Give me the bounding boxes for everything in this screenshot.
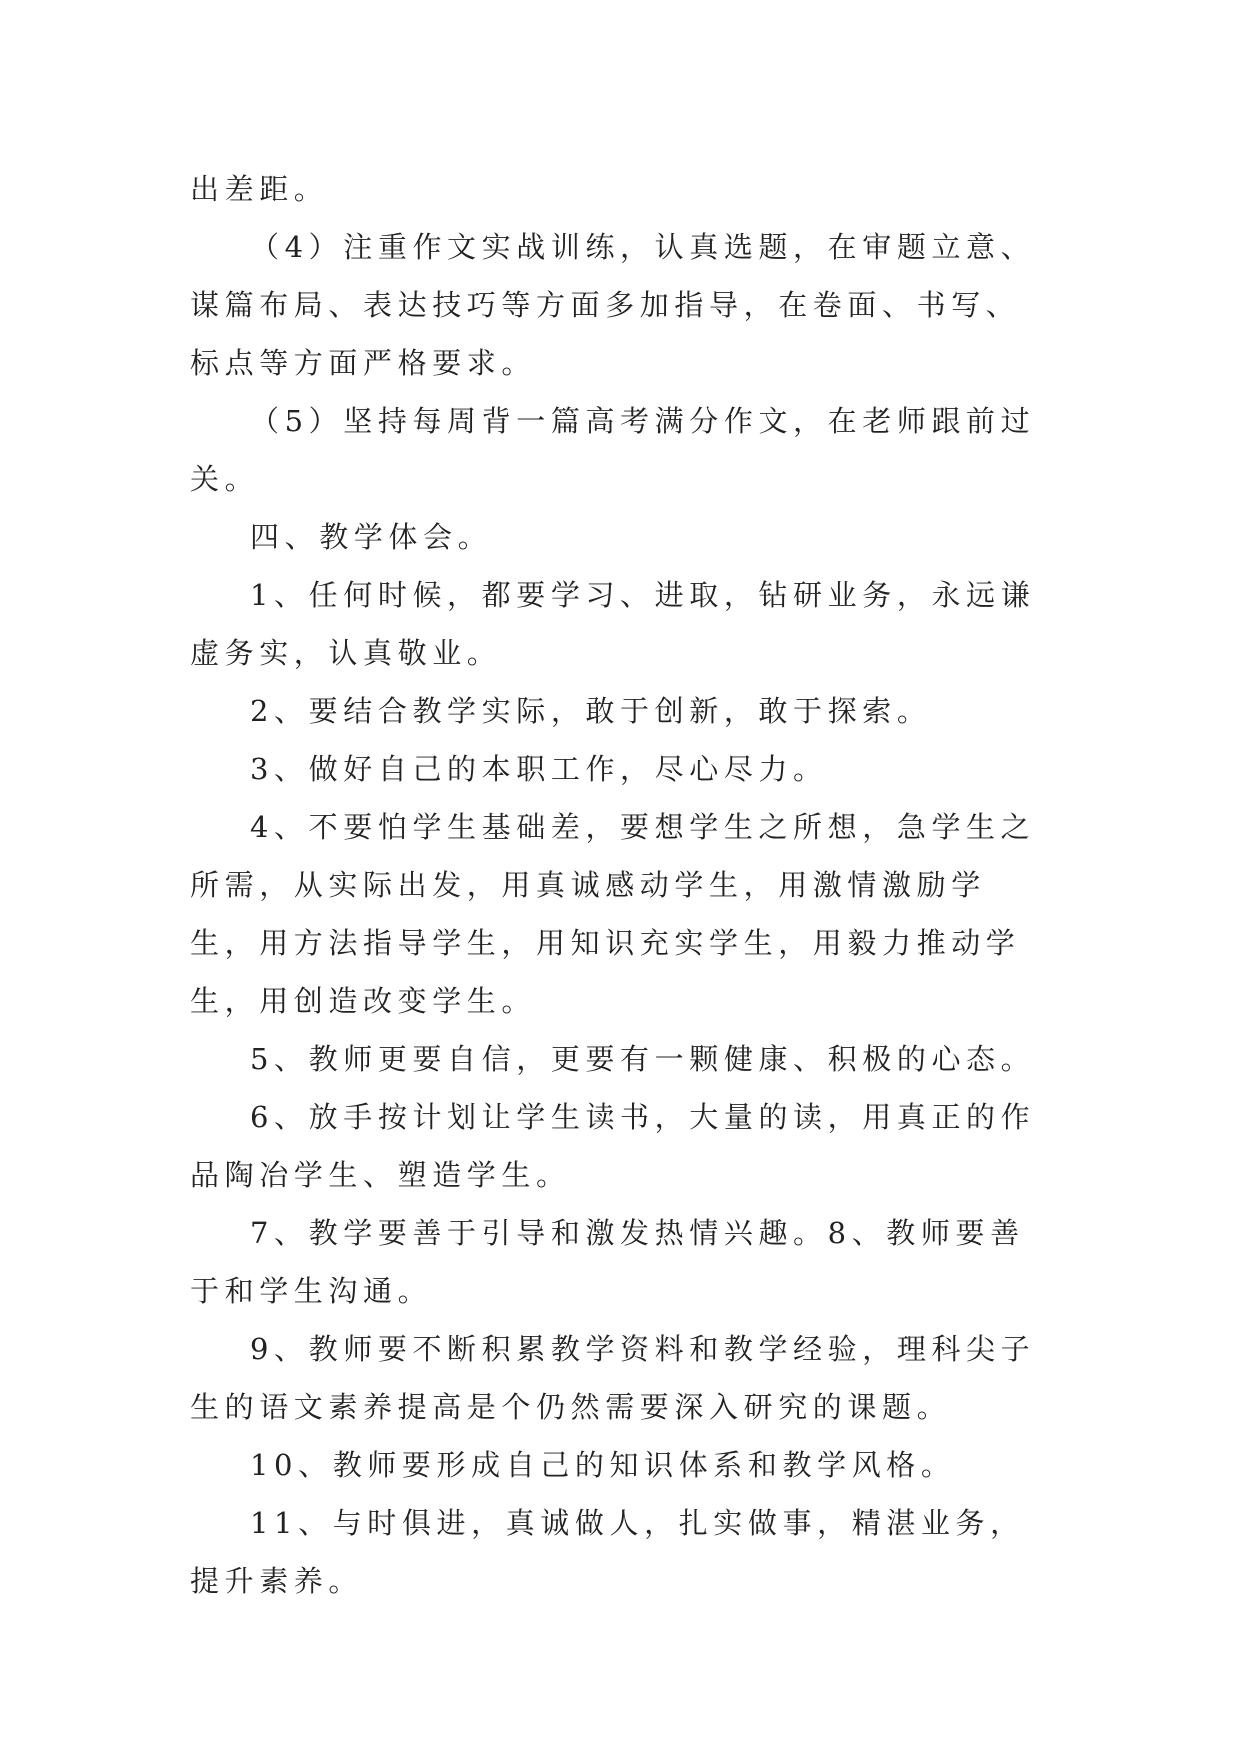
paragraph-point-10: 10、教师要形成自己的知识体系和教学风格。 [250, 1448, 956, 1482]
paragraph-point-5: 5、教师更要自信，更要有一颗健康、积极的心态。 [250, 1042, 1036, 1076]
paragraph-point-4: 4、不要怕学生基础差，要想学生之所想，急学生之所需，从实际出发，用真诚感动学生，用激情激励学生，用方法指导学生，用知识充实学生，用毅力推动学生，用创造改变学生。 [190, 810, 1036, 1018]
paragraph-point-6: 6、放手按计划让学生读书，大量的读，用真正的作品陶冶学生、塑造学生。 [190, 1100, 1036, 1192]
paragraph-point-3: 3、做好自己的本职工作，尽心尽力。 [250, 752, 828, 786]
paragraph-point-2: 2、要结合教学实际，敢于创新，敢于探索。 [250, 694, 932, 728]
document-body [190, 160, 1052, 1610]
paragraph-point-11: 11、与时俱进，真诚做人，扎实做事，精湛业务，提升素养。 [190, 1506, 1025, 1598]
paragraph-item-5: （5）坚持每周背一篇高考满分作文，在老师跟前过关。 [190, 404, 1036, 496]
paragraph-point-1: 1、任何时候，都要学习、进取，钻研业务，永远谦虚务实，认真敬业。 [190, 578, 1036, 670]
paragraph-point-9: 9、教师要不断积累教学资料和教学经验，理科尖子生的语文素养提高是个仍然需要深入研究的课题。 [190, 1332, 1036, 1424]
paragraph-item-4: （4）注重作文实战训练，认真选题，在审题立意、谋篇布局、表达技巧等方面多加指导，在卷面、书写、标点等方面严格要求。 [190, 230, 1036, 380]
section-heading-teaching-experience: 四、教学体会。 [250, 520, 493, 554]
paragraph-continuation: 出差距。 [190, 172, 329, 206]
paragraph-point-7-8: 7、教学要善于引导和激发热情兴趣。8、教师要善于和学生沟通。 [190, 1216, 1025, 1308]
